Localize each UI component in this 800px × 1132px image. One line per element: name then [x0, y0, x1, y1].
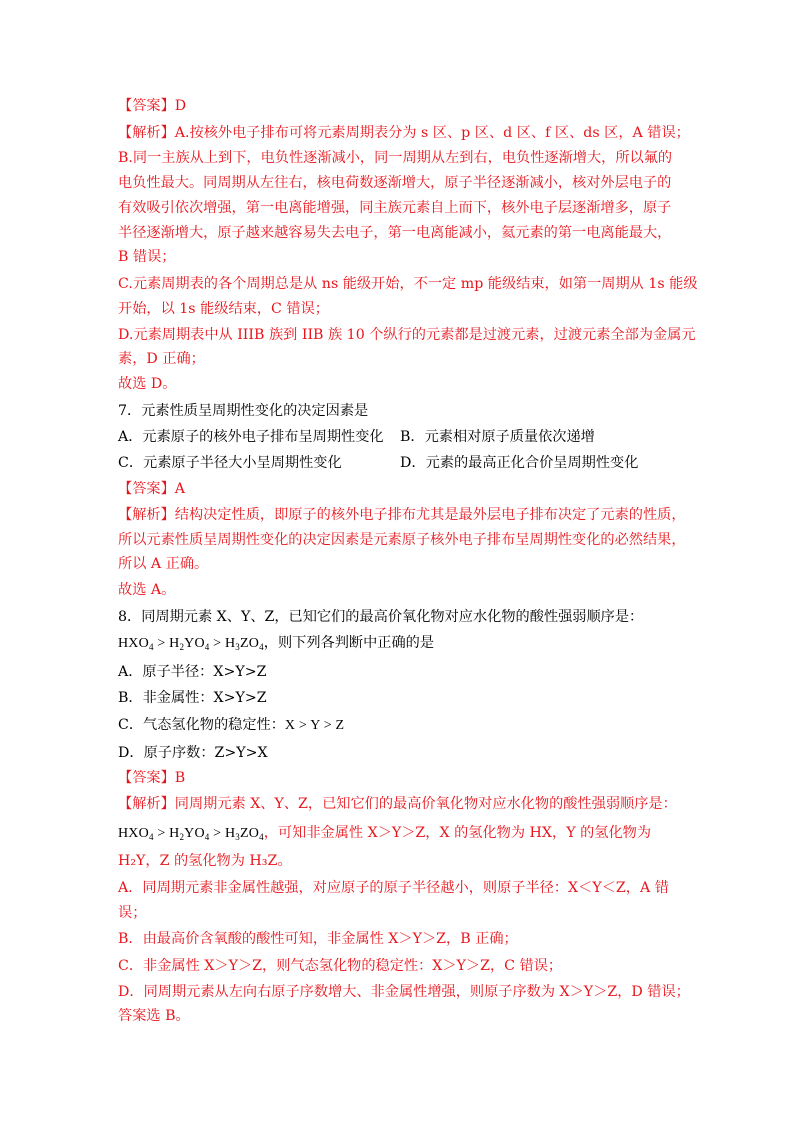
q7-stem: 7．元素性质呈周期性变化的决定因素是 — [118, 403, 369, 419]
q8-option-b: B．非金属性：X>Y>Z — [118, 690, 267, 706]
q6-analysis-line: C.元素周期表的各个周期总是从 ns 能级开始，不一定 mp 能级结束，如第一周期从 1s 能级 — [118, 276, 698, 292]
q7-option-b: B．元素相对原子质量依次递增 — [400, 429, 595, 445]
q8-analysis-line: C．非金属性 X＞Y＞Z，则气态氢化物的稳定性：X＞Y＞Z，C 错误； — [118, 958, 563, 974]
q8-analysis-line: A．同周期元素非金属性越强，对应原子的原子半径越小，则原子半径：X＜Y＜Z，A 错 — [118, 880, 669, 896]
q8-option-c: C．气态氢化物的稳定性： — [118, 717, 285, 733]
q8-option-d: D．原子序数：Z>Y>X — [118, 745, 268, 761]
q6-conclusion: 故选 D。 — [118, 376, 177, 392]
q6-analysis-line: 半径逐渐增大，原子越来越容易失去电子，第一电离能减小，氦元素的第一电离能最大， — [118, 225, 672, 241]
q6-answer: 【答案】D — [118, 98, 187, 114]
q8-option-a: A．原子半径：X>Y>Z — [118, 664, 267, 680]
q8-conclusion: 答案选 B。 — [118, 1008, 190, 1024]
q8-stem-tail: ，则下列各判断中正确的是 — [263, 635, 435, 651]
q6-analysis-line: 【解析】A.按核外电子排布可将元素周期表分为 s 区、p 区、d 区、f 区、ds 区，A 错误； — [118, 125, 690, 141]
q6-analysis-line: 开始，以 1s 能级结束，C 错误； — [118, 301, 329, 317]
q7-option-c: C．元素原子半径大小呈周期性变化 — [118, 455, 342, 471]
q7-analysis-line: 所以元素性质呈周期性变化的决定因素是元素原子核外电子排布呈周期性变化的必然结果， — [118, 532, 686, 548]
q6-analysis-line: 有效吸引依次增强，第一电离能增强，同主族元素自上而下，核外电子层逐渐增多，原子 — [118, 200, 672, 216]
q8-option-c-line — [118, 715, 698, 736]
q8-answer: 【答案】B — [118, 770, 186, 786]
q7-answer: 【答案】A — [118, 481, 185, 497]
q8-analysis-line: H₂Y，Z 的氢化物为 H₃Z。 — [118, 853, 292, 869]
q7-analysis-line: 【解析】结构决定性质，即原子的核外电子排布尤其是最外层电子排布决定了元素的性质， — [118, 507, 686, 523]
q8-analysis-tail: ，可知非金属性 X＞Y＞Z，X 的氢化物为 HX，Y 的氢化物为 — [263, 825, 652, 841]
q8-analysis-line: 误； — [118, 905, 147, 921]
q8-analysis-line: D．同周期元素从左向右原子序数增大、非金属性增强，则原子序数为 X＞Y＞Z，D 错误； — [118, 984, 690, 1000]
q8-stem: 8．同周期元素 X、Y、Z，已知它们的最高价氧化物对应水化物的酸性强弱顺序是： — [118, 609, 644, 625]
q7-option-a: A．元素原子的核外电子排布呈周期性变化 — [118, 429, 384, 445]
q6-analysis-line: 电负性最大。同周期从左往右，核电荷数逐渐增大，原子半径逐渐减小，核对外层电子的 — [118, 175, 672, 191]
q7-analysis-line: 所以 A 正确。 — [118, 556, 209, 572]
q8-stem-formula-line — [118, 633, 698, 657]
q7-conclusion: 故选 A。 — [118, 582, 176, 598]
q6-analysis-line: 素，D 正确； — [118, 351, 205, 367]
q8-analysis-line: 【解析】同周期元素 X、Y、Z，已知它们的最高价氧化物对应水化物的酸性强弱顺序是： — [118, 796, 677, 812]
analysis-acid-formula: $HXO_4 > H_2YO_4 > H_3ZO_4$ — [118, 826, 264, 842]
q6-analysis-line: B 错误； — [118, 249, 176, 265]
q8-analysis-formula-line — [118, 823, 698, 847]
q8-analysis-line: B．由最高价含氧酸的酸性可知，非金属性 X＞Y＞Z，B 正确； — [118, 931, 518, 947]
q6-analysis-line: D.元素周期表中从 IIIB 族到 IIB 族 10 个纵行的元素都是过渡元素，过渡元素全部为金属元 — [118, 327, 696, 343]
q7-option-d: D．元素的最高正化合价呈周期性变化 — [400, 455, 639, 471]
q8-option-c-formula: X > Y > Z — [284, 718, 345, 733]
q6-analysis-line: B.同一主族从上到下，电负性逐渐减小，同一周期从左到右，电负性逐渐增大，所以氟的 — [118, 150, 673, 166]
acid-strength-formula: $HXO_4 > H_2YO_4 > H_3ZO_4$ — [118, 636, 264, 652]
